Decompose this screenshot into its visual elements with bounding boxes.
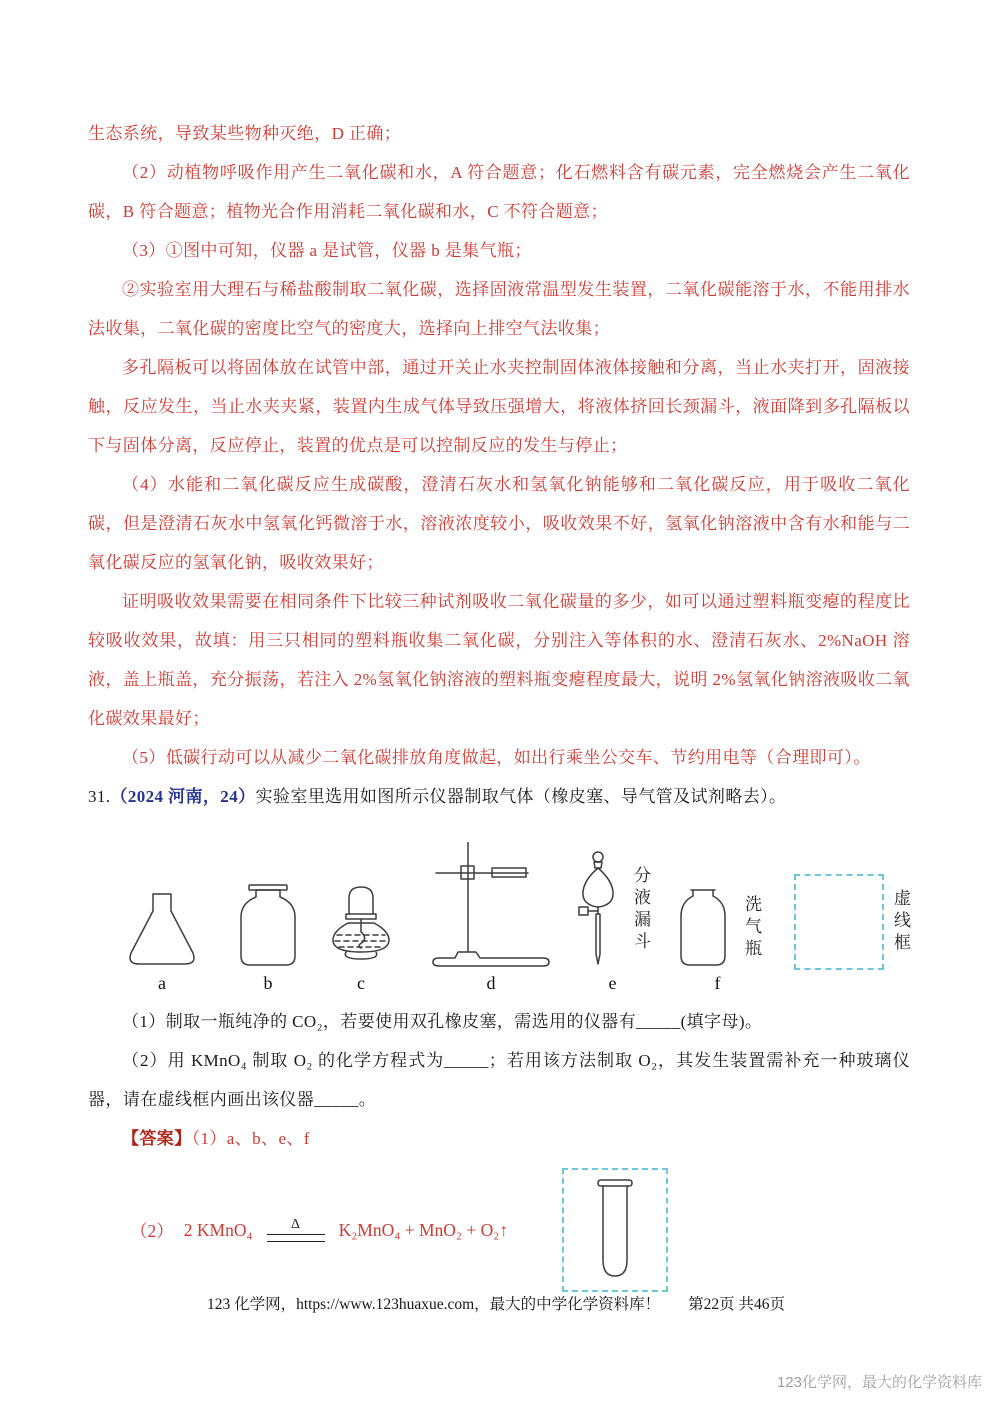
equation-reactant: 2 KMnO₄ [183,1219,253,1240]
apparatus-letter-d: d [486,973,496,993]
analysis-paragraph: 证明吸收效果需要在相同条件下比较三种试剂吸收二氧化碳量的多少，如可以通过塑料瓶变瘪的程度比较吸收效果，故填：用三只相同的塑料瓶收集二氧化碳，分别注入等体积的水、澄清石灰水、2%NaOH 溶液，盖上瓶盖，充分振荡，若注入 2%氢氧化钠溶液的塑料瓶变瘪程度最大，说明 2%氢氧化钠溶液吸收二氧化碳效果最好； [88,592,910,728]
analysis-paragraph: 多孔隔板可以将固体放在试管中部，通过开关止水夹控制固体液体接触和分离，当止水夹打开，固液接触，反应发生，当止水夹夹紧，装置内生成气体导致压强增大，将液体挤回长颈漏斗，液面降到多孔隔板以下与固体分离，反应停止，装置的优点是可以控制反应的发生与停止； [88,358,910,455]
washing-bottle-label: 洗气瓶 [742,895,761,961]
footer-page-number: 第22页 共46页 [688,1296,786,1313]
alcohol-lamp-drawing [320,882,402,970]
analysis-paragraph: （4）水能和二氧化碳反应生成碳酸，澄清石灰水和氢氧化钠能够和二氧化碳反应，用于吸收二氧化碳，但是澄清石灰水中氢氧化钙微溶于水，溶液浓度较小，吸收效果不好，氢氧化钠溶液中含有水和能与二氧化碳反应的氢氧化钠，吸收效果好； [88,475,910,572]
apparatus-item-f [671,886,764,996]
separating-funnel-drawing [572,850,624,970]
question-31-stem-line [88,777,910,816]
analysis-section [88,114,910,777]
dashed-answer-box [794,874,884,970]
page-content [88,114,910,1292]
apparatus-letter-b: b [263,973,273,993]
apparatus-dashed-box-item [794,874,913,996]
apparatus-letter-e: e [608,973,617,993]
analysis-paragraph: （5）低碳行动可以从减少二氧化碳排放角度做起，如出行乘坐公交车、节约用电等（合理即可）。 [122,748,871,767]
apparatus-letter-f: f [714,973,721,993]
conical-flask-drawing [116,890,208,970]
gas-bottle-drawing [232,882,304,970]
sub-question-2: （2）用 KMnO₄ 制取 O₂ 的化学方程式为_____；若用该方法制取 O₂，其发生装置需补充一种玻璃仪器，请在虚线框内画出该仪器_____。 [88,1051,910,1109]
equation-products: K₂MnO₄ + MnO₂ + O₂↑ [338,1219,509,1240]
answer-tag: 【答案】 [122,1129,192,1148]
apparatus-item-a [116,890,208,996]
dashed-box-label: 虚线框 [891,889,910,955]
page-footer [0,1292,992,1314]
apparatus-item-c [320,882,402,996]
washing-bottle-drawing [671,886,735,970]
testtube-answer-box [562,1168,668,1292]
answer-part2-row [130,1168,910,1292]
equation-prefix: （2） [130,1220,174,1241]
analysis-paragraph: （3）①图中可知，仪器 a 是试管，仪器 b 是集气瓶； [122,241,532,260]
question-source-tag: （2024 河南，24） [110,787,256,806]
watermark-text: 123化学网，最大的化学资料库 [776,1374,982,1391]
apparatus-item-b [232,882,304,996]
analysis-paragraph: 生态系统，导致某些物种灭绝，D 正确； [88,124,402,143]
apparatus-letter-c: c [357,973,365,993]
analysis-paragraph: ②实验室用大理石与稀盐酸制取二氧化碳，选择固液常温型发生装置，二氧化碳能溶于水，不能用排水法收集，二氧化碳的密度比空气的密度大，选择向上排空气法收集； [88,280,910,338]
equals-double-line [267,1234,325,1242]
answer-line [88,1119,910,1158]
apparatus-letter-a: a [158,973,166,993]
separating-funnel-label: 分液漏斗 [631,866,650,954]
answer-part1-text: （1）a、b、e、f [191,1129,310,1148]
apparatus-item-d [428,842,554,996]
question-stem-text: 实验室里选用如图所示仪器制取气体（橡皮塞、导气管及试剂略去）。 [255,787,787,806]
sub-question-1: （1）制取一瓶纯净的 CO₂，若要使用双孔橡皮塞，需选用的仪器有_____(填字母)。 [122,1012,763,1031]
apparatus-figure [116,842,910,996]
delta-icon: Δ [291,1217,301,1232]
equation-line [130,1218,508,1243]
footer-site-text: 123 化学网，https://www.123huaxue.com，最大的中学化学资料库！ [206,1296,661,1313]
apparatus-item-e [572,850,653,996]
test-tube-drawing [587,1176,643,1284]
iron-stand-drawing [428,842,554,970]
analysis-paragraph: （2）动植物呼吸作用产生二氧化碳和水，A 符合题意；化石燃料含有碳元素，完全燃烧会产生二氧化碳，B 符合题意；植物光合作用消耗二氧化碳和水，C 不符合题意； [88,163,910,221]
question-number: 31. [88,787,111,806]
heated-condition-symbol [267,1218,325,1242]
